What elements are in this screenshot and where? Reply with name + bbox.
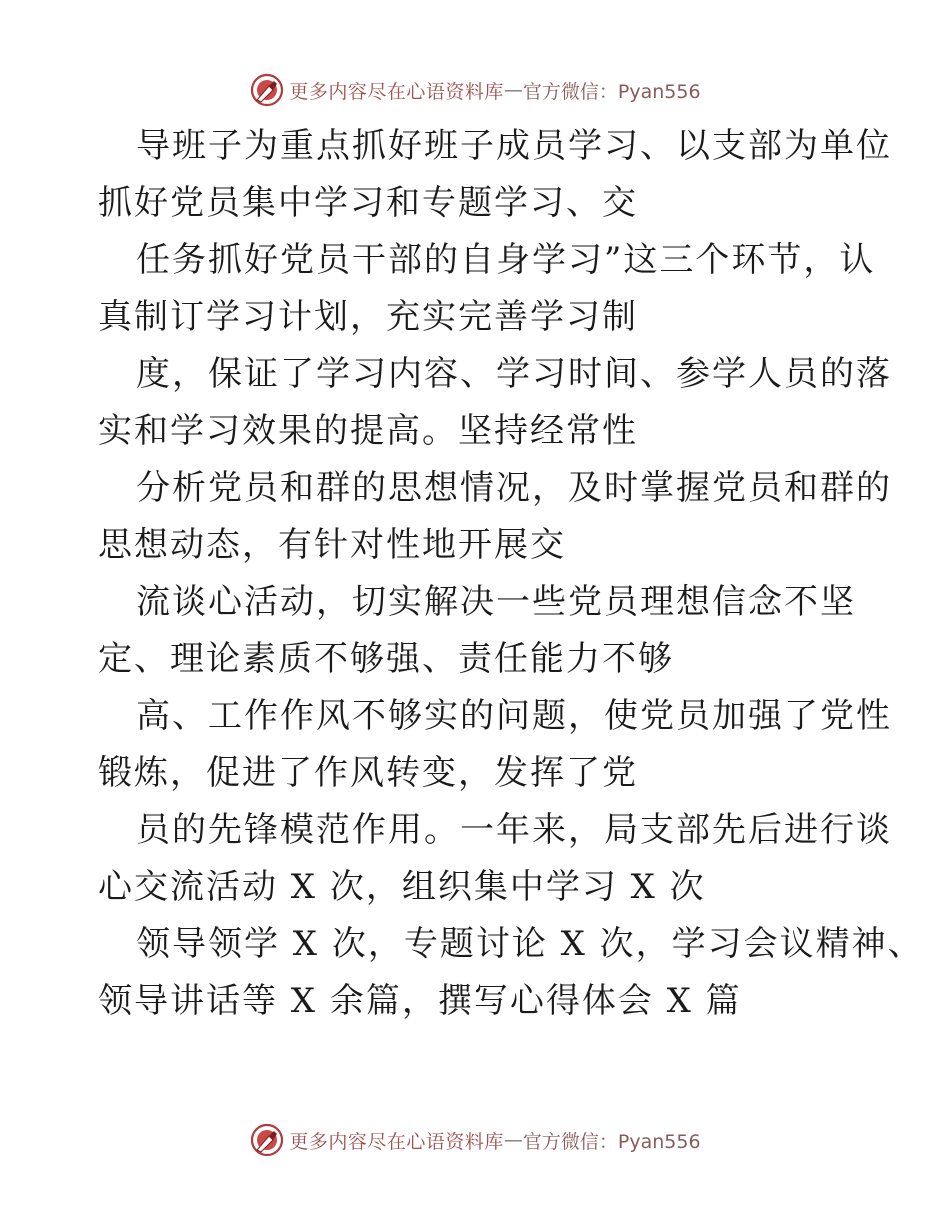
paragraph-line: 领导讲话等 X 余篇，撰写心得体会 X 篇 (98, 981, 742, 1021)
paragraph (98, 232, 876, 346)
paragraph-line: 实和学习效果的提高。坚持经常性 (98, 411, 638, 451)
footer-watermark (0, 1120, 950, 1160)
pen-logo-icon (249, 1122, 285, 1158)
paragraph-line: 任务抓好党员干部的自身学习”这三个环节，认 (136, 240, 876, 280)
paragraph-line: 定、理论素质不够强、责任能力不够 (98, 639, 674, 679)
paragraph (98, 574, 858, 688)
paragraph-line: 流谈心活动，切实解决一些党员理想信念不坚 (136, 582, 856, 622)
paragraph (98, 346, 892, 460)
paragraph-line: 领导领学 X 次，专题讨论 X 次，学习会议精神、 (136, 924, 924, 964)
paragraph-line: 心交流活动 X 次，组织集中学习 X 次 (98, 867, 706, 907)
paragraph (98, 802, 892, 916)
paragraph (98, 916, 924, 1030)
paragraph-line: 锻炼，促进了作风转变，发挥了党 (98, 753, 638, 793)
paragraph-line: 高、工作作风不够实的问题，使党员加强了党性 (136, 696, 892, 736)
watermark-dash: — (503, 1129, 523, 1151)
watermark-text: 更多内容尽在心语资料库 (289, 80, 504, 103)
paragraph-line: 员的先锋模范作用。一年来，局支部先后进行谈 (136, 810, 892, 850)
watermark-suffix: 官方微信：Pyan556 (522, 1130, 701, 1153)
header-watermark (0, 70, 950, 110)
watermark-suffix: 官方微信：Pyan556 (522, 80, 701, 103)
pen-logo-icon (249, 72, 285, 108)
paragraph (98, 460, 892, 574)
paragraph (98, 688, 892, 802)
paragraph (98, 118, 892, 232)
paragraph-line: 度，保证了学习内容、学习时间、参学人员的落 (136, 354, 892, 394)
paragraph-line: 导班子为重点抓好班子成员学习、以支部为单位 (136, 126, 892, 166)
document-body (98, 118, 924, 1030)
paragraph-line: 思想动态，有针对性地开展交 (98, 525, 566, 565)
watermark-dash: — (503, 79, 523, 101)
paragraph-line: 抓好党员集中学习和专题学习、交 (98, 183, 638, 223)
paragraph-line: 分析党员和群的思想情况，及时掌握党员和群的 (136, 468, 892, 508)
watermark-text: 更多内容尽在心语资料库 (289, 1130, 504, 1153)
paragraph-line: 真制订学习计划，充实完善学习制 (98, 297, 638, 337)
